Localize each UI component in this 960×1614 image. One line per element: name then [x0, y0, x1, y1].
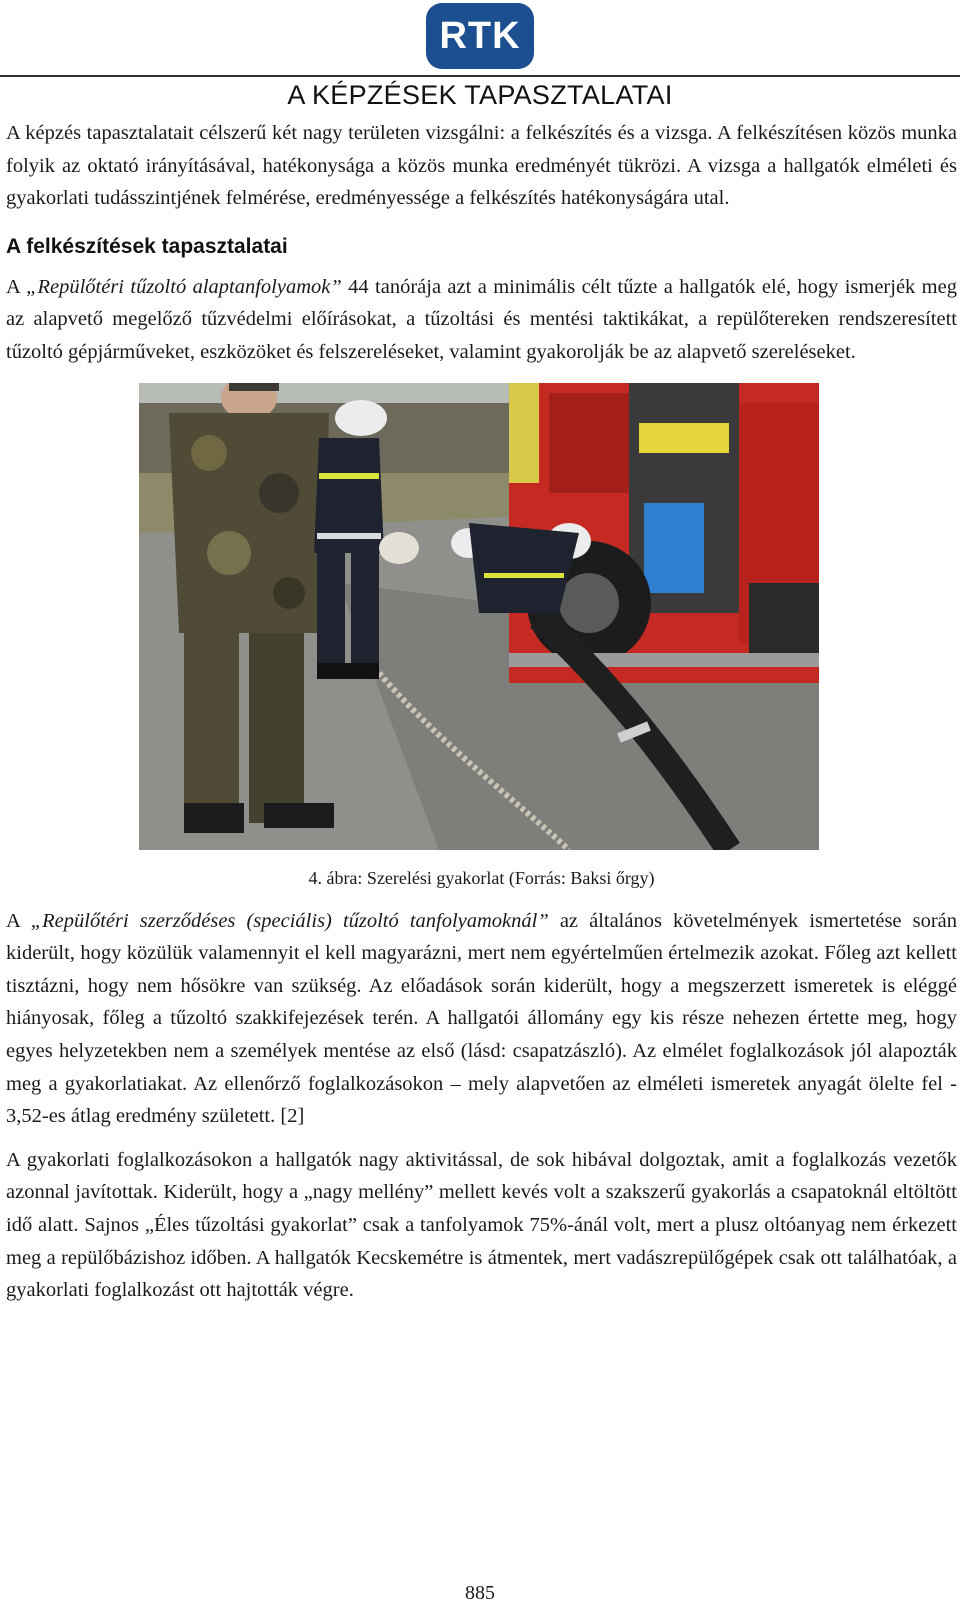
logo-text: RTK	[439, 14, 521, 57]
p2-prefix: A	[6, 909, 31, 932]
p1-text: 44 tanórája azt a minimális célt tűzte a hallgatók elé, hogy ismerjék meg az alapvető megelőző tűzvédelmi előírásokat, a tűzoltási és mentési taktikákat, a repülőtereken rendszeresített tűzoltó gépjárműveket, eszközöket és felszereléseket, valamint gyakorolják be az alapvető szereléseket.	[6, 275, 957, 363]
p1-prefix: A	[6, 275, 27, 298]
p2-course-title: „Repülőtéri szerződéses (speciális) tűzoltó tanfolyamoknál”	[30, 909, 549, 932]
figure-caption: 4. ábra: Szerelési gyakorlat (Forrás: Baksi őrgy)	[308, 867, 655, 888]
paragraph-alaptanfolyam	[6, 271, 957, 369]
figure-photo	[139, 383, 819, 850]
header-rule	[0, 75, 960, 77]
page-title: A KÉPZÉSEK TAPASZTALATAI	[287, 80, 673, 110]
photo-training-exercise	[139, 383, 819, 850]
paragraph-specialis	[6, 905, 957, 1133]
page-number: 885	[465, 1582, 495, 1604]
rtk-logo	[426, 3, 534, 69]
p1-course-title: „Repülőtéri tűzoltó alaptanfolyamok”	[26, 275, 342, 298]
p2-text: az általános követelmények ismertetése során kiderült, hogy közülük valamennyit el kell magyarázni, mert nem egyértelműen értelmezik azokat. Főleg azt kellett tisztázni, hogy nem hősökre van szükség. Az előadások során kiderült, hogy a megszerzett ismeretek is eléggé hiányosak, főleg a tűzoltó szakkifejezések terén. A hallgatói állomány egy kis része nehezen értette meg, hogy egyes helyzetekben nem a személyek mentése az első (lásd: csapatzászló). Az elmélet foglalkozások jól alapozták meg a gyakorlatiakat. Az ellenőrző foglalkozásokon – mely alapvetően az elméleti ismeretek anyagát ölelte fel - 3,52-es átlag eredmény született. [2]	[6, 909, 957, 1128]
intro-paragraph: A képzés tapasztalatait célszerű két nagy területen vizsgálni: a felkészítés és a vizsga. A felkészítésen közös munka folyik az oktató irányításával, hatékonysága a közös munka eredményét tükrözi. A vizsga a hallgatók elméleti és gyakorlati tudásszintjének felmérése, eredményessége a felkészítés hatékonyságára utal.	[6, 122, 957, 210]
document-body	[6, 117, 957, 1307]
paragraph-gyakorlati: A gyakorlati foglalkozásokon a hallgatók nagy aktivitással, de sok hibával dolgoztak, amit a foglalkozás vezetők azonnal javítottak. Kiderült, hogy a „nagy mellény” mellett kevés volt a szakszerű gyakorlás a csapatoknál eltöltött idő alatt. Sajnos „Éles tűzoltási gyakorlat” csak a tanfolyamok 75%-ánál volt, mert a plusz oltóanyag nem érkezett meg a repülőbázishoz időben. A hallgatók Kecskemétre is átmentek, mert vadászrepülőgépek csak ott találhatóak, a gyakorlati foglalkozást ott hajtották végre.	[6, 1148, 957, 1302]
section-heading: A felkészítések tapasztalatai	[6, 234, 288, 258]
